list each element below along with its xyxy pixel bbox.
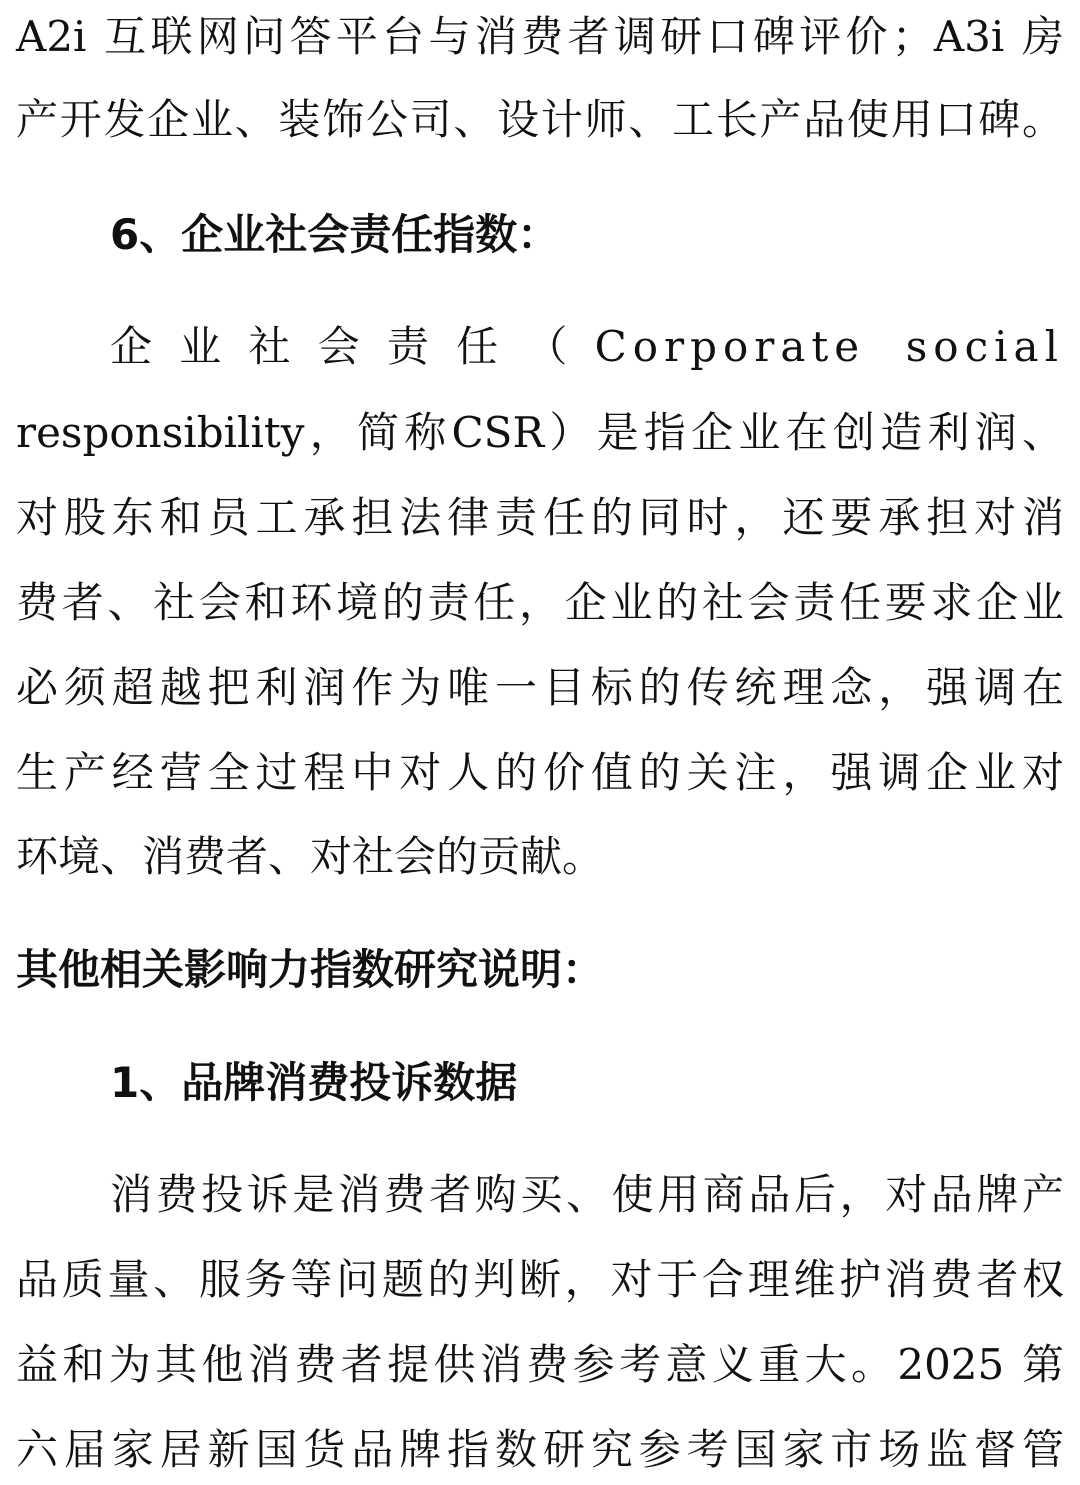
- text-line: [16, 832, 1064, 882]
- section-heading: [16, 945, 1064, 995]
- section-heading: [110, 210, 1064, 260]
- paragraph-text: 品质量、服务等问题的判断，对于合理维护消费者权: [16, 1255, 1064, 1304]
- subsection-heading: [110, 1058, 1064, 1108]
- paragraph-text: 消费投诉是消费者购买、使用商品后，对品牌产: [110, 1170, 1064, 1219]
- paragraph-text: 必须超越把利润作为唯一目标的传统理念，强调在: [16, 663, 1064, 712]
- subsection-heading-text: 1、品牌消费投诉数据: [110, 1058, 518, 1107]
- text-line: [16, 578, 1064, 628]
- paragraph-text: A2i 互联网问答平台与消费者调研口碑评价；A3i 房: [16, 12, 1064, 61]
- text-line: [16, 12, 1064, 62]
- paragraph-text: 对股东和员工承担法律责任的同时，还要承担对消: [16, 493, 1064, 542]
- section-heading-text: 其他相关影响力指数研究说明：: [16, 945, 605, 994]
- text-line: [110, 1170, 1064, 1220]
- text-line: [110, 322, 1064, 372]
- paragraph-text: 生产经营全过程中对人的价值的关注，强调企业对: [16, 748, 1064, 797]
- paragraph-text: 费者、社会和环境的责任，企业的社会责任要求企业: [16, 578, 1064, 627]
- text-line: [16, 663, 1064, 713]
- paragraph-text: 企业社会责任（Corporate social: [110, 322, 1064, 371]
- paragraph-text: 环境、消费者、对社会的贡献。: [16, 832, 605, 881]
- text-line: [16, 1425, 1064, 1475]
- text-line: [16, 493, 1064, 543]
- text-line: [16, 408, 1064, 458]
- paragraph-text: responsibility，简称CSR）是指企业在创造利润、: [16, 408, 1064, 457]
- paragraph-text: 产开发企业、装饰公司、设计师、工长产品使用口碑。: [16, 95, 1064, 144]
- text-line: [16, 95, 1064, 145]
- section-heading-text: 6、企业社会责任指数：: [110, 210, 560, 259]
- paragraph-text: 六届家居新国货品牌指数研究参考国家市场监督管: [16, 1425, 1064, 1474]
- text-line: [16, 1340, 1064, 1390]
- text-line: [16, 1255, 1064, 1305]
- paragraph-text: 益和为其他消费者提供消费参考意义重大。2025 第: [16, 1340, 1064, 1389]
- text-line: [16, 748, 1064, 798]
